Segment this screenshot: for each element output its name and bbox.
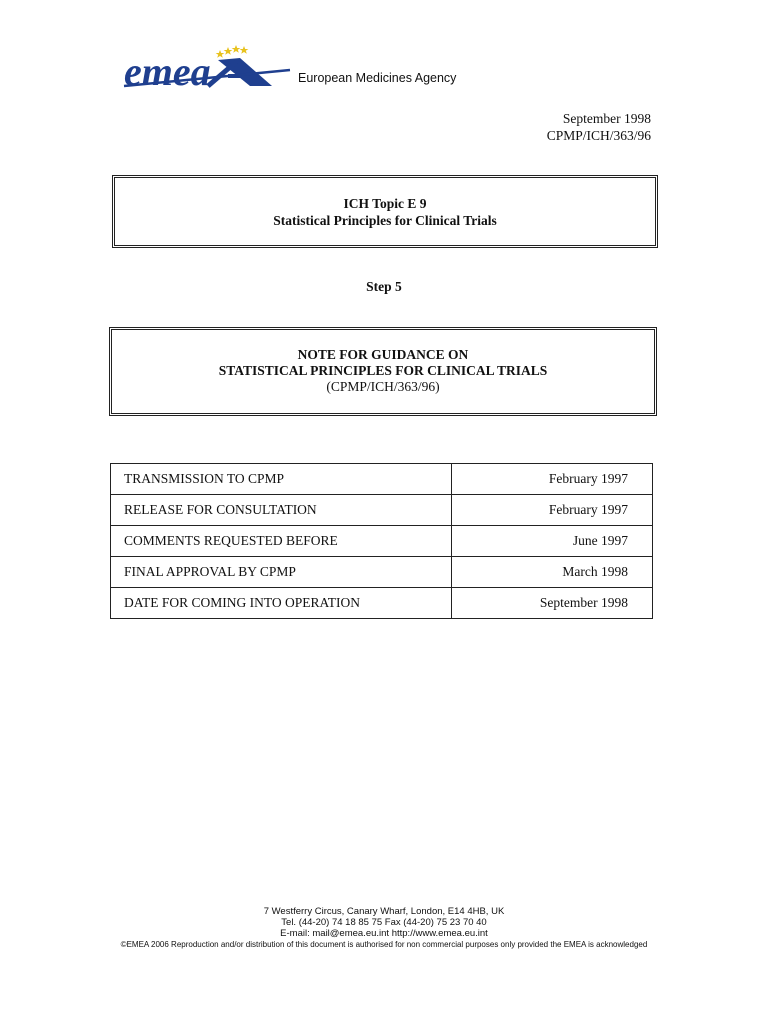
document-date: September 1998 (562, 111, 651, 126)
milestone-label: DATE FOR COMING INTO OPERATION (111, 588, 452, 619)
milestone-label: TRANSMISSION TO CPMP (111, 464, 452, 495)
footer-copyright: ©EMEA 2006 Reproduction and/or distribution of this document is authorised for non commercial purposes only provided the EMEA is acknowledged (120, 940, 648, 949)
topic-subtitle: Statistical Principles for Clinical Trials (273, 213, 497, 228)
page-footer (0, 906, 768, 950)
logo-stars-icon (216, 45, 249, 58)
milestone-date: September 1998 (452, 588, 653, 619)
topic-title: ICH Topic E 9 (343, 196, 427, 211)
footer-address: 7 Westferry Circus, Canary Wharf, London, E14 4HB, UK (263, 906, 505, 917)
milestone-table (110, 463, 653, 619)
milestone-date: March 1998 (452, 557, 653, 588)
milestone-label: RELEASE FOR CONSULTATION (111, 495, 452, 526)
table-row (111, 495, 653, 526)
emea-logo (122, 40, 292, 96)
table-row (111, 557, 653, 588)
milestone-label: FINAL APPROVAL BY CPMP (111, 557, 452, 588)
guidance-title: STATISTICAL PRINCIPLES FOR CLINICAL TRIALS (218, 363, 548, 378)
milestone-label: COMMENTS REQUESTED BEFORE (111, 526, 452, 557)
table-row (111, 526, 653, 557)
milestone-date: February 1997 (452, 495, 653, 526)
footer-contact: E-mail: mail@emea.eu.int http://www.emea.eu.int (280, 928, 488, 939)
agency-name: European Medicines Agency (298, 71, 457, 85)
milestone-date: June 1997 (452, 526, 653, 557)
milestone-date: February 1997 (452, 464, 653, 495)
table-row (111, 588, 653, 619)
guidance-reference: (CPMP/ICH/363/96) (326, 379, 440, 394)
table-row (111, 464, 653, 495)
footer-phone: Tel. (44-20) 74 18 85 75 Fax (44-20) 75 23 70 40 (281, 917, 487, 928)
document-date-block (547, 110, 651, 144)
guidance-box (109, 327, 657, 416)
document-reference: CPMP/ICH/363/96 (546, 128, 651, 143)
guidance-heading: NOTE FOR GUIDANCE ON (297, 347, 469, 362)
topic-box (112, 175, 658, 248)
step-label: Step 5 (366, 279, 402, 294)
logo-text: emea (124, 49, 211, 94)
